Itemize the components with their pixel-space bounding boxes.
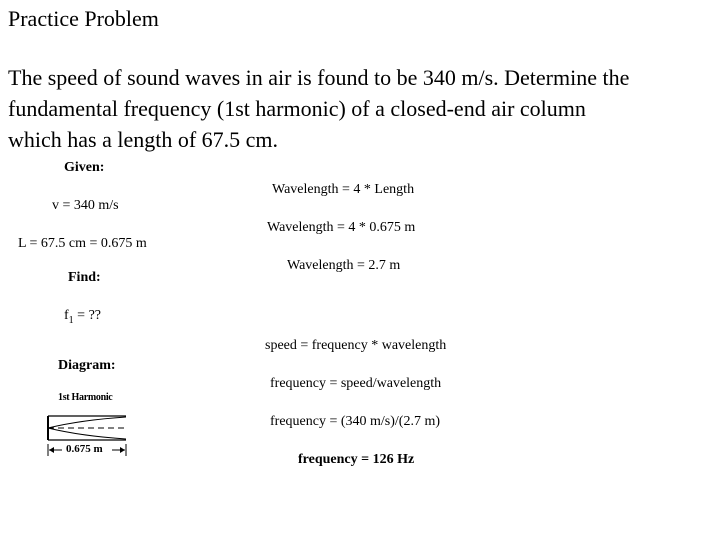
diagram-caption: 1st Harmonic — [58, 392, 113, 403]
problem-line-3: which has a length of 67.5 cm. — [8, 127, 279, 152]
problem-statement — [8, 62, 708, 155]
equation-frequency-formula: frequency = speed/wavelength — [270, 376, 442, 391]
answer: frequency = 126 Hz — [298, 452, 415, 467]
diagram-label: Diagram: — [58, 358, 116, 373]
equation-frequency-substituted: frequency = (340 m/s)/(2.7 m) — [270, 414, 441, 429]
given-length: L = 67.5 cm = 0.675 m — [18, 236, 147, 251]
find-label: Find: — [68, 270, 101, 285]
find-f: f — [64, 308, 69, 323]
equation-wavelength-substituted: Wavelength = 4 * 0.675 m — [267, 220, 416, 235]
problem-line-2: fundamental frequency (1st harmonic) of a closed-end air column — [8, 96, 586, 121]
equation-wavelength-result: Wavelength = 2.7 m — [287, 258, 401, 273]
diagram-length: 0.675 m — [66, 443, 103, 455]
page-title: Practice Problem — [8, 6, 159, 31]
given-velocity: v = 340 m/s — [52, 198, 119, 213]
find-f-rest: = ?? — [73, 308, 101, 323]
given-label: Given: — [64, 160, 105, 175]
find-frequency — [64, 308, 101, 326]
problem-line-1: The speed of sound waves in air is found to be 340 m/s. Determine the — [8, 65, 630, 90]
equation-wave-speed: speed = frequency * wavelength — [265, 338, 447, 353]
closed-tube-diagram — [46, 390, 136, 460]
find-f-subscript: 1 — [68, 314, 74, 326]
equation-wavelength-formula: Wavelength = 4 * Length — [272, 182, 415, 197]
